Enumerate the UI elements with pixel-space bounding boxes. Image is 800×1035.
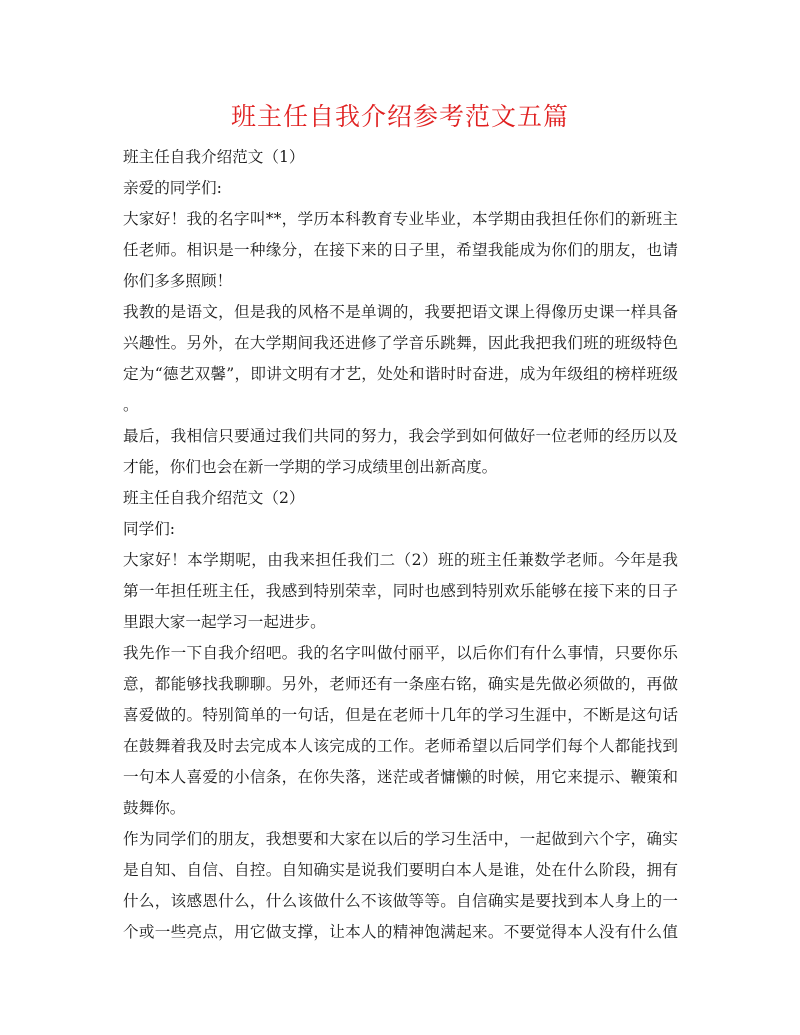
text-line: 大家好！我的名字叫**，学历本科教育专业毕业，本学期由我担任你们的新班主 [123, 210, 678, 228]
text-line: 班主任自我介绍范文（1） [123, 148, 305, 166]
text-line: 最后，我相信只要通过我们共同的努力，我会学到如何做好一位老师的经历以及 [123, 427, 678, 445]
text-line: 个或一些亮点，用它做支撑，让本人的精神饱满起来。不要觉得本人没有什么值 [123, 923, 678, 941]
text-line: 。 [123, 396, 139, 414]
text-line: 兴趣性。另外，在大学期间我还进修了学音乐跳舞，因此我把我们班的班级特色 [123, 334, 678, 352]
text-line: 在鼓舞着我及时去完成本人该完成的工作。老师希望以后同学们每个人都能找到 [123, 737, 678, 755]
document-title: 班主任自我介绍参考范文五篇 [230, 102, 569, 131]
text-line: 我教的是语文，但是我的风格不是单调的，我要把语文课上得像历史课一样具备 [123, 303, 678, 321]
document-body [123, 142, 678, 948]
text-line: 什么，该感恩什么，什么该做什么不该做等等。自信确实是要找到本人身上的一 [123, 892, 678, 910]
text-line: 我先作一下自我介绍吧。我的名字叫做付丽平，以后你们有什么事情，只要你乐 [123, 644, 678, 662]
text-line: 你们多多照顾！ [123, 272, 233, 290]
text-line: 亲爱的同学们: [123, 179, 222, 197]
text-line: 班主任自我介绍范文（2） [123, 489, 305, 507]
text-line: 作为同学们的朋友，我想要和大家在以后的学习生活中，一起做到六个字，确实 [123, 830, 678, 848]
text-line: 第一年担任班主任，我感到特别荣幸，同时也感到特别欢乐能够在接下来的日子 [123, 582, 678, 600]
text-line: 定为“德艺双馨”，即讲文明有才艺，处处和谐时时奋进，成为年级组的榜样班级 [123, 365, 678, 383]
text-line: 才能，你们也会在新一学期的学习成绩里创出新高度。 [123, 458, 498, 476]
text-line: 大家好！本学期呢，由我来担任我们二（2）班的班主任兼数学老师。今年是我 [123, 551, 678, 569]
text-line: 任老师。相识是一种缘分，在接下来的日子里，希望我能成为你们的朋友，也请 [123, 241, 678, 259]
text-line: 鼓舞你。 [123, 799, 186, 817]
text-line: 是自知、自信、自控。自知确实是说我们要明白本人是谁，处在什么阶段，拥有 [123, 861, 678, 879]
text-line: 一句本人喜爱的小信条，在你失落，迷茫或者慵懒的时候，用它来提示、鞭策和 [123, 768, 678, 786]
text-line: 喜爱做的。特别简单的一句话，但是在老师十几年的学习生涯中，不断是这句话 [123, 706, 678, 724]
text-line: 里跟大家一起学习一起进步。 [123, 613, 326, 631]
text-line: 同学们: [123, 520, 176, 538]
text-line: 意，都能够找我聊聊。另外，老师还有一条座右铭，确实是先做必须做的，再做 [123, 675, 678, 693]
